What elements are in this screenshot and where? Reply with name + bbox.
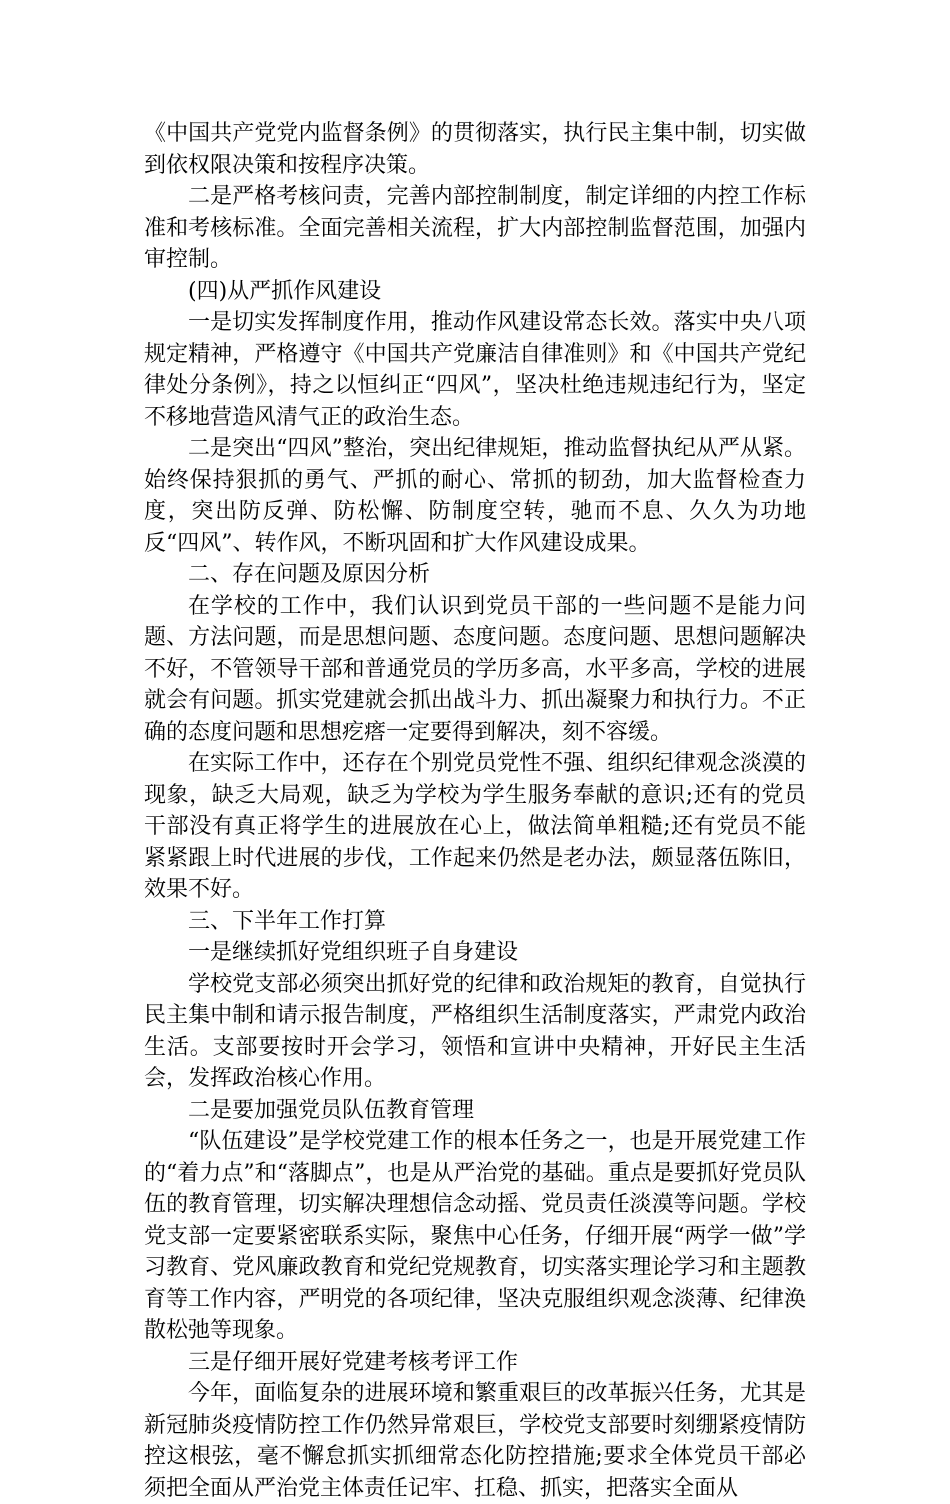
paragraph-thinking-attitude: 在学校的工作中，我们认识到党员干部的一些问题不是能力问题、方法问题，而是思想问题、态度问题。态度问题、思想问题解决不好，不管领导干部和普通党员的学历多高，水平多高，学校的进展就会有问题。抓实党建就会抓出战斗力、抓出凝聚力和执行力。不正确的态度问题和思想疙瘩一定要得到解决，刻不容缓。 (144, 593, 806, 745)
paragraph-continuation: 《中国共产党党内监督条例》的贯彻落实，执行民主集中制，切实做到依权限决策和按程序决策。 (144, 121, 806, 178)
subheading-team-building: 一是继续抓好党组织班子自身建设 (188, 940, 519, 965)
paragraph-this-year: 今年，面临复杂的进展环境和繁重艰巨的改革振兴任务，尤其是新冠肺炎疫情防控工作仍然异常艰巨，学校党支部要时刻绷紧疫情防控这根弦，毫不懈怠抓实抓细常态化防控措施;要求全体党员干部必须把全面从严治党主体责任记牢、扛稳、抓实，把落实全面从 (144, 1381, 806, 1501)
paragraph-team-construction: “队伍建设”是学校党建工作的根本任务之一，也是开展党建工作的“着力点”和“落脚点”，也是从严治党的基础。重点是要抓好党员队伍的教育管理，切实解决理想信念动摇、党员责任淡漠等问题。学校党支部一定要紧密联系实际，聚焦中心任务，仔细开展“两学一做”学习教育、党风廉政教育和党纪党规教育，切实落实理论学习和主题教育等工作内容，严明党的各项纪律，坚决克服组织观念淡薄、纪律涣散松弛等现象。 (144, 1129, 806, 1343)
paragraph-practical-issues: 在实际工作中，还存在个别党员党性不强、组织纪律观念淡漠的现象，缺乏大局观，缺乏为学校为学生服务奉献的意识;还有的党员干部没有真正将学生的进展放在心上，做法简单粗糙;还有党员不能紧紧跟上时代进展的步伐，工作起来仍然是老办法，颇显落伍陈旧，效果不好。 (144, 751, 806, 902)
section-heading-work-style: (四)从严抓作风建设 (188, 278, 382, 304)
paragraph-system-role: 一是切实发挥制度作用，推动作风建设常态长效。落实中央八项规定精神，严格遵守《中国共产党廉洁自律准则》和《中国共产党纪律处分条例》，持之以恒纠正“四风”，坚决杜绝违规违纪行为，坚定不移地营造风清气正的政治生态。 (144, 310, 806, 430)
paragraph-four-winds: 二是突出“四风”整治，突出纪律规矩，推动监督执纪从严从紧。始终保持狠抓的勇气、严抓的耐心、常抓的韧劲，加大监督检查力度，突出防反弹、防松懈、防制度空转，驰而不息、久久为功地反“四风”、转作风，不断巩固和扩大作风建设成果。 (144, 436, 806, 556)
document-page (144, 118, 806, 1504)
subheading-member-education: 二是要加强党员队伍教育管理 (188, 1097, 475, 1123)
subheading-assessment: 三是仔细开展好党建考核考评工作 (188, 1349, 519, 1375)
paragraph-party-branch: 学校党支部必须突出抓好党的纪律和政治规矩的教育，自觉执行民主集中制和请示报告制度，严格组织生活制度落实，严肃党内政治生活。支部要按时开会学习，领悟和宣讲中央精神，开好民主生活会，发挥政治核心作用。 (144, 971, 806, 1091)
section-heading-plan: 三、下半年工作打算 (188, 908, 387, 934)
paragraph-audit-accountability: 二是严格考核问责，完善内部控制制度，制定详细的内控工作标准和考核标准。全面完善相关流程，扩大内部控制监督范围，加强内审控制。 (144, 184, 806, 272)
section-heading-problems: 二、存在问题及原因分析 (188, 562, 431, 587)
